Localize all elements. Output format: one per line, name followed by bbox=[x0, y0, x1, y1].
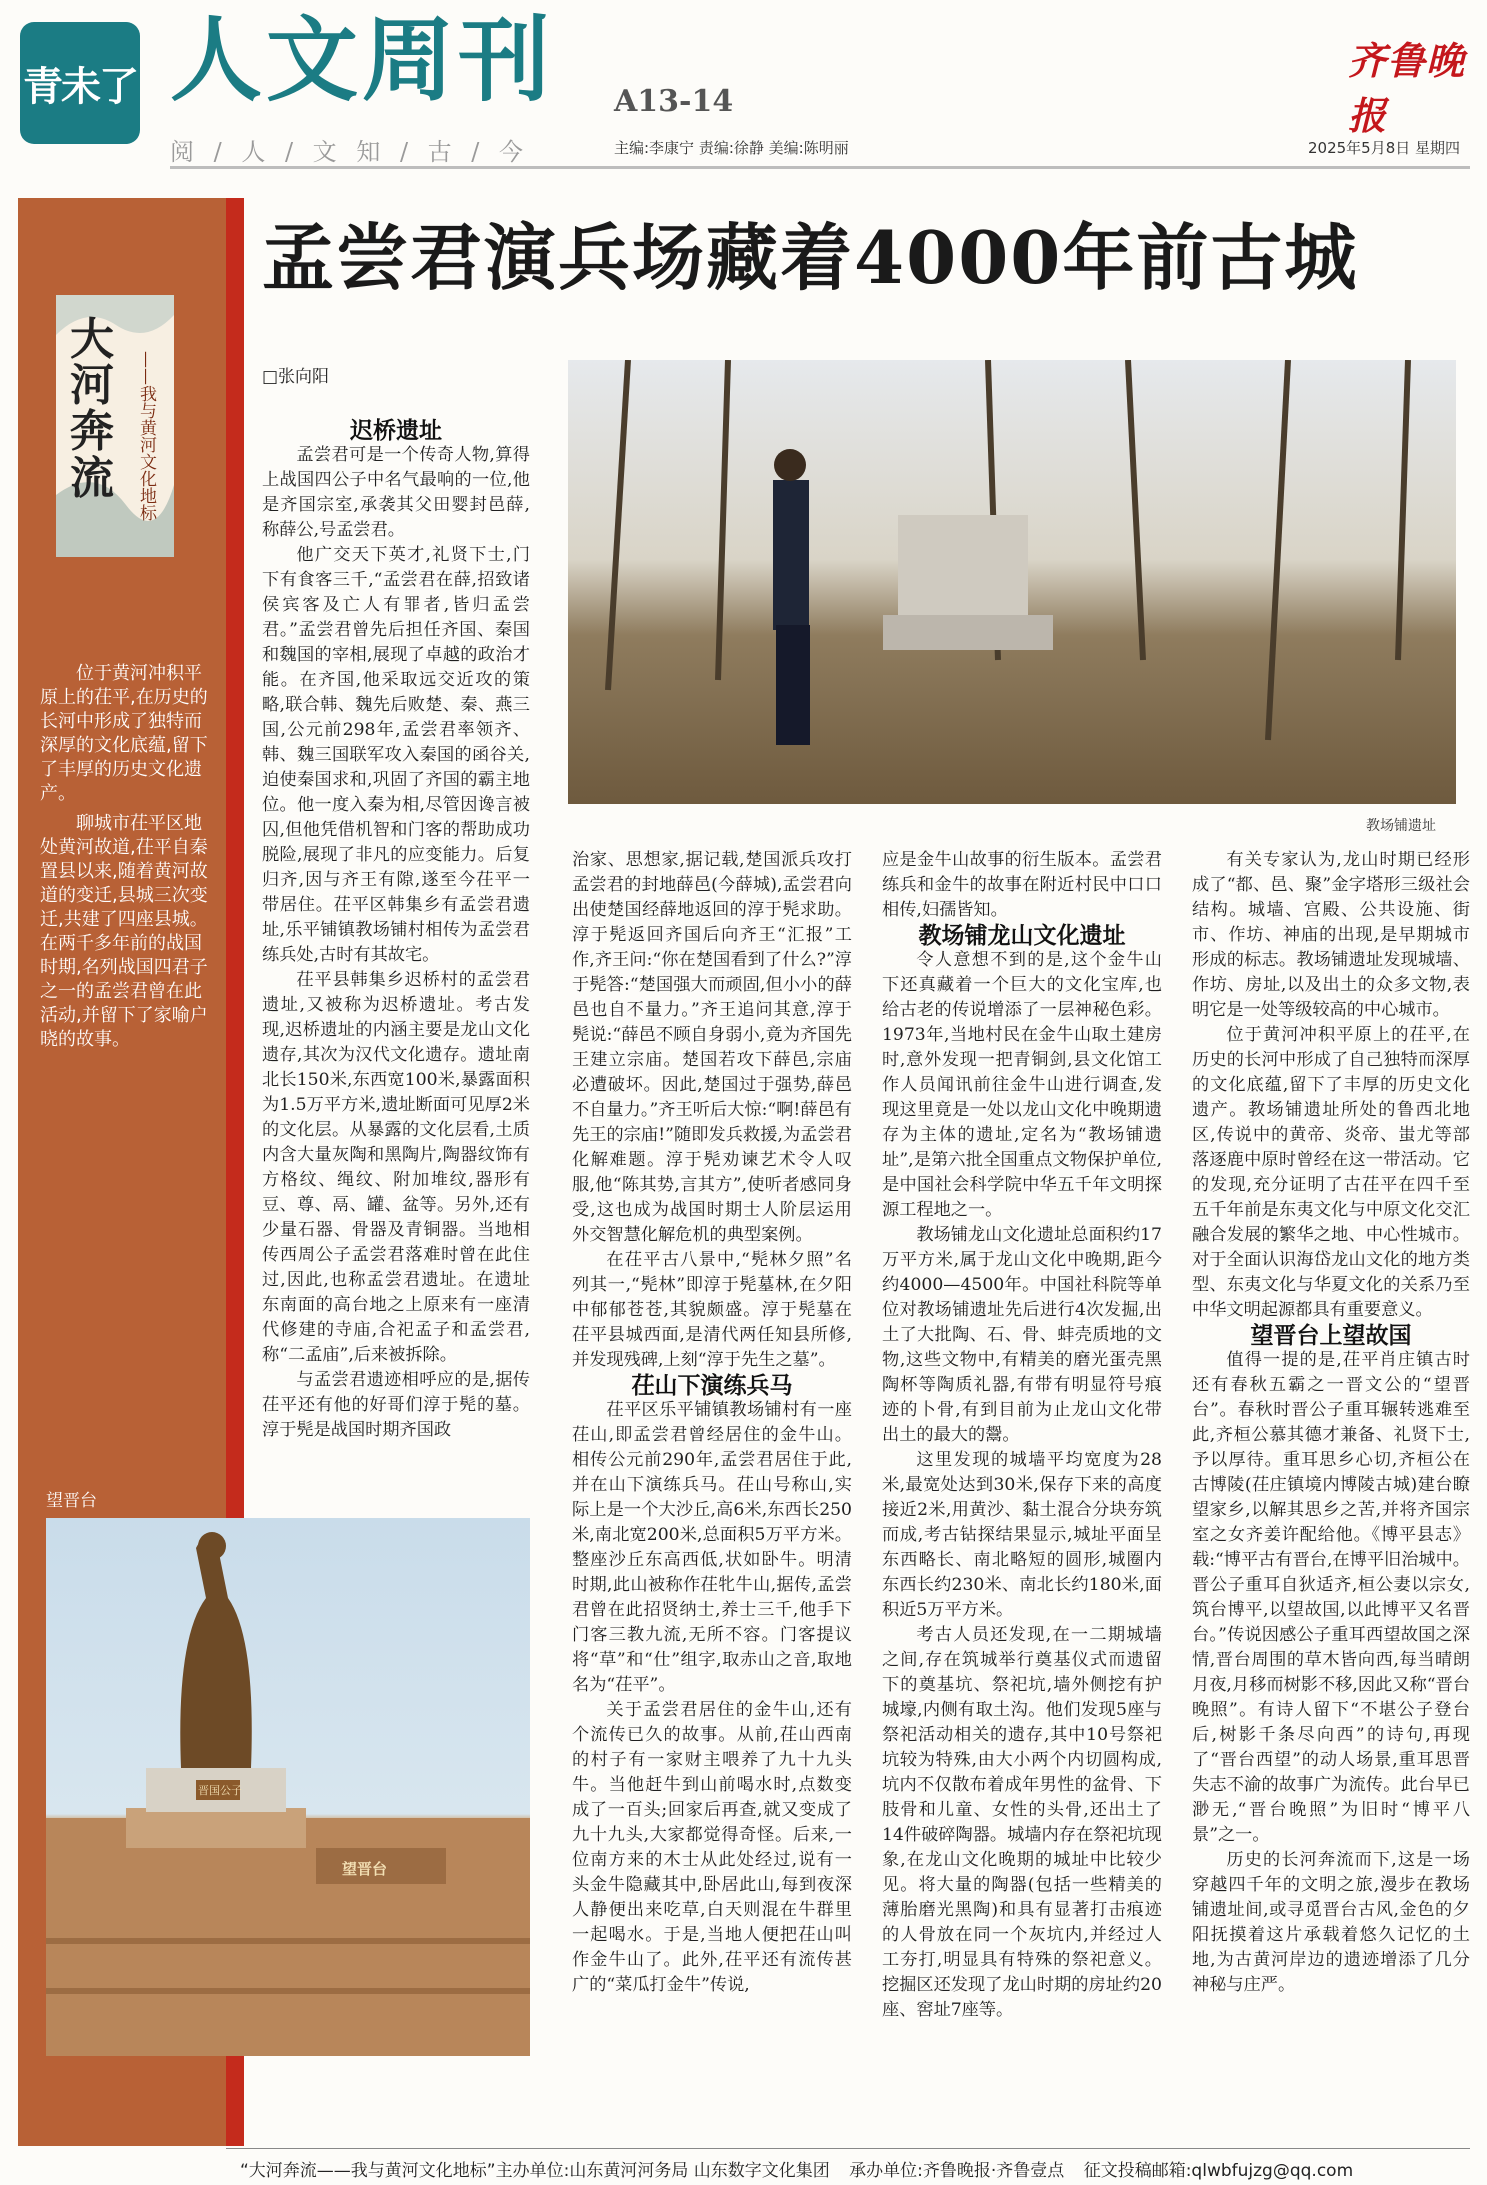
article-paragraph: 孟尝君可是一个传奇人物,算得上战国四公子中名气最响的一位,他是齐国宗室,承袭其父田婴封邑薛,称薛公,号孟尝君。 bbox=[262, 445, 530, 540]
slogan: 阅 / 人 / 文 知 / 古 / 今 bbox=[170, 138, 530, 166]
page-number: A13-14 bbox=[614, 84, 734, 119]
article-paragraph: 值得一提的是,茌平肖庄镇古时还有春秋五霸之一晋文公的“望晋台”。春秋时晋公子重耳辗转逃难至此,齐桓公慕其德才兼备、礼贤下士,予以厚待。重耳思乡心切,齐桓公在古博陵(茌庄镇境内博陵古城)建台瞭望家乡,以解其思乡之苦,并将齐国宗室之女齐姜许配给他。《博平县志》载:“博平古有晋台,在博平旧治城中。晋公子重耳自狄适齐,桓公妻以宗女,筑台博平,以望故国,以此博平又名晋台。”传说因感公子重耳西望故国之深情,晋台周围的草木皆向西,每当晴朗月夜,月移而树影不移,因此又称“晋台晚照”。有诗人留下“不堪公子登台后,树影千条尽向西”的诗句,再现了“晋台西望”的动人场景,重耳思晋失志不渝的故事广为流传。此台早已渺无,“晋台晚照”为旧时“博平八景”之一。 bbox=[1192, 1350, 1470, 1845]
article-paragraph: 这里发现的城墙平均宽度为28米,最宽处达到30米,保存下来的高度接近2米,用黄沙、黏土混合分块夯筑而成,考古钻探结果显示,城址平面呈东西略长、南北略短的圆形,城圈内东西长约230米、南北长约180米,面积近5万平方米。 bbox=[882, 1450, 1162, 1620]
article-paragraph: 治家、思想家,据记载,楚国派兵攻打孟尝君的封地薛邑(今薛城),孟尝君向出使楚国经薛地返回的淳于髡求助。淳于髡返回齐国后向齐王“汇报”工作,齐王问:“你在楚国看到了什么?”淳于髡答:“楚国强大而顽固,但小小的薛邑也自不量力。”齐王追问其意,淳于髡说:“薛邑不顾自身弱小,竟为齐国先王建立宗庙。楚国若攻下薛邑,宗庙必遭破坏。因此,楚国过于强势,薛邑不自量力。”齐王听后大惊:“啊!薛邑有先王的宗庙!”随即发兵救援,为孟尝君化解难题。淳于髡劝谏艺术令人叹服,他“陈其势,言其方”,使听者感同身受,这也成为战国时期士人阶层运用外交智慧化解危机的典型案例。 bbox=[572, 850, 852, 1245]
section-heading: 望晋台上望故国 bbox=[1250, 1322, 1412, 1349]
wangjintai-caption: 望晋台 bbox=[46, 1491, 97, 1511]
footer-divider bbox=[226, 2148, 1470, 2149]
footer-email[interactable]: 征文投稿邮箱:qlwbfujzg@qq.com bbox=[1083, 2161, 1354, 2181]
article-paragraph: 茌平区乐平铺镇教场铺村有一座茌山,即孟尝君曾经居住的金牛山。相传公元前290年,孟尝君居住于此,并在山下演练兵马。茌山号称山,实际上是一个大沙丘,高6米,东西长250米,南北宽200米,总面积5万平方米。整座沙丘东高西低,状如卧牛。明清时期,此山被称作茌牝牛山,据传,孟尝君曾在此招贤纳士,养士三千,他手下门客三教九流,无所不容。门客提议将“草”和“仕”组字,取赤山之音,取地名为“茌平”。 bbox=[572, 1400, 852, 1695]
series-badge bbox=[56, 295, 174, 557]
article-paragraph: 关于孟尝君居住的金牛山,还有个流传已久的故事。从前,茌山西南的村子有一家财主喂养了九十九头牛。当他赶牛到山前喝水时,点数变成了一百头;回家后再查,就又变成了九十九头,大家都觉得奇怪。后来,一位南方来的木士从此处经过,说有一头金牛隐藏其中,卧居此山,每到夜深人静便出来吃草,白天则混在牛群里一起喝水。于是,当地人便把茌山叫作金牛山了。此外,茌平还有流传甚广的“菜瓜打金牛”传说, bbox=[572, 1700, 852, 1995]
intro-paragraph: 位于黄河冲积平原上的茌平,在历史的长河中形成了独特而深厚的文化底蕴,留下了丰厚的历史文化遗产。 bbox=[40, 663, 208, 804]
article-paragraph: 与孟尝君遗迹相呼应的是,据传茌平还有他的好哥们淳于髡的墓。淳于髡是战国时期齐国政 bbox=[262, 1370, 530, 1440]
article-paragraph: 令人意想不到的是,这个金牛山下还真藏着一个巨大的文化宝库,也给古老的传说增添了一层神秘色彩。1973年,当地村民在金牛山取土建房时,意外发现一把青铜剑,县文化馆工作人员闻讯前往金牛山进行调查,发现这里竟是一处以龙山文化中晚期遗存为主体的遗址,定名为“教场铺遗址”,是第六批全国重点文物保护单位,是中国社会科学院中华五千年文明探源工程地之一。 bbox=[882, 950, 1162, 1220]
article-paragraph: 应是金牛山故事的衍生版本。孟尝君练兵和金牛的故事在附近村民中口口相传,妇孺皆知。 bbox=[882, 850, 1162, 920]
article-paragraph: 茌平县韩集乡迟桥村的孟尝君遗址,又被称为迟桥遗址。考古发现,迟桥遗址的内涵主要是龙山文化遗存,其次为汉代文化遗存。遗址南北长150米,东西宽100米,暴露面积为1.5万平方米,遗址断面可见厚2米的文化层。从暴露的文化层看,土质内含大量灰陶和黑陶片,陶器纹饰有方格纹、绳纹、附加堆纹,器形有豆、尊、鬲、罐、盆等。另外,还有少量石器、骨器及青铜器。当地相传西周公子孟尝君落难时曾在此住过,因此,也称孟尝君遗址。在遗址东南面的高台地之上原来有一座清代修建的寺庙,合祀孟子和孟尝君,称“二孟庙”,后来被拆除。 bbox=[262, 970, 530, 1365]
intro-paragraph: 聊城市茌平区地处黄河故道,茌平自秦置县以来,随着黄河故道的变迁,县城三次变迁,共建了四座县城。在两千多年前的战国时期,名列战国四君子之一的孟尝君曾在此活动,并留下了家喻户晓的故事。 bbox=[40, 813, 208, 1050]
site-photo-caption: 教场铺遗址 bbox=[1366, 818, 1436, 834]
article-column-4 bbox=[1192, 848, 1470, 1998]
article-paragraph: 他广交天下英才,礼贤下士,门下有食客三千,“孟尝君在薛,招致诸侯宾客及亡人有罪者,皆归孟尝君。”孟尝君曾先后担任齐国、秦国和魏国的宰相,展现了卓越的政治才能。在齐国,他采取远交近攻的策略,联合韩、魏先后败楚、秦、燕三国,公元前298年,孟尝君率领齐、韩、魏三国联军攻入秦国的函谷关,迫使秦国求和,巩固了齐国的霸主地位。他一度入秦为相,尽管因谗言被囚,但他凭借机智和门客的帮助成功脱险,展现了非凡的应变能力。后复归齐,因与齐王有隙,遂至今茌平一带居住。茌平区韩集乡有孟尝君遗址,乐平铺镇教场铺村相传为孟尝君练兵处,古时有其故宅。 bbox=[262, 545, 530, 965]
gate-plaque: 望晋台 bbox=[342, 1860, 388, 1878]
statue-plaque: 晋国公子 bbox=[198, 1784, 242, 1797]
series-subtitle: ——我与黄河文化地标 bbox=[136, 351, 156, 521]
editor-credits: 主编:李康宁 责编:徐静 美编:陈明丽 bbox=[614, 139, 849, 157]
footer-organizer: 承办单位:齐鲁晚报·齐鲁壹点 bbox=[849, 2161, 1065, 2181]
sidebar-intro bbox=[40, 662, 210, 1058]
section-heading: 教场铺龙山文化遗址 bbox=[918, 922, 1126, 949]
article-paragraph: 有关专家认为,龙山时期已经形成了“都、邑、聚”金字塔形三级社会结构。城墙、宫殿、公共设施、街市、作坊、神庙的出现,是早期城市形成的标志。教场铺遗址发现城墙、作坊、房址,以及出土的众多文物,表明它是一处等级较高的中心城市。 bbox=[1192, 850, 1470, 1020]
masthead-title: 人文周刊 bbox=[170, 6, 555, 114]
article-paragraph: 位于黄河冲积平原上的茌平,在历史的长河中形成了自己独特而深厚的文化底蕴,留下了丰厚的历史文化遗产。教场铺遗址所处的鲁西北地区,传说中的黄帝、炎帝、蚩尤等部落逐鹿中原时曾经在这一带活动。它的发现,充分证明了古茌平在四千至五千年前是东夷文化与中原文化交汇融合发展的繁华之地、中心性城市。对于全面认识海岱龙山文化的地方类型、东夷文化与华夏文化的关系乃至中华文明起源都具有重要意义。 bbox=[1192, 1025, 1470, 1320]
issue-date: 2025年5月8日 星期四 bbox=[1308, 139, 1461, 157]
article-paragraph: 考古人员还发现,在一二期城墙之间,存在筑城举行奠基仪式而遗留下的奠基坑、祭祀坑,墙外侧挖有护城壕,内侧有取土沟。他们发现5座与祭祀活动相关的遗存,其中10号祭祀坑较为特殊,由大小两个内切圆构成,坑内不仅散布着成年男性的盆骨、下肢骨和儿童、女性的头骨,还出土了14件破碎陶器。城墙内存在祭祀坑现象,在龙山文化晚期的城址中比较少见。将大量的陶器(包括一些精美的薄胎磨光黑陶)和具有显著打击痕迹的人骨放在同一个灰坑内,并经过人工夯打,明显具有特殊的祭祀意义。挖掘区还发现了龙山时期的房址约20座、窖址7座等。 bbox=[882, 1625, 1162, 2020]
article-paragraph: 教场铺龙山文化遗址总面积约17万平方米,属于龙山文化中晚期,距今约4000—4500年。中国社科院等单位对教场铺遗址先后进行4次发掘,出土了大批陶、石、骨、蚌壳质地的文物,这些文物中,有精美的磨光蛋壳黑陶杯等陶质礼器,有带有明显符号痕迹的卜骨,有到目前为止龙山文化带出土的最大的鬶。 bbox=[882, 1225, 1162, 1445]
wangjintai-photo bbox=[46, 1518, 530, 2056]
header-divider bbox=[170, 166, 1470, 169]
article-paragraph: 在茌平古八景中,“髡林夕照”名列其一,“髡林”即淳于髡墓林,在夕阳中郁郁苍苍,其貌颇盛。淳于髡墓在茌平县城西面,是清代两任知县所修,并发现残碑,上刻“淳于先生之墓”。 bbox=[572, 1250, 852, 1370]
site-photo bbox=[568, 360, 1456, 804]
article-author: □张向阳 bbox=[262, 367, 330, 387]
article-headline: 孟尝君演兵场藏着4000年前古城 bbox=[262, 215, 1359, 300]
article-paragraph: 历史的长河奔流而下,这是一场穿越四千年的文明之旅,漫步在教场铺遗址间,或寻觅晋台古风,金色的夕阳抚摸着这片承载着悠久记忆的土地,为古黄河岸边的遗迹增添了几分神秘与庄严。 bbox=[1192, 1850, 1470, 1995]
qingweiliao-logo: 青未了 bbox=[20, 22, 140, 144]
article-column-2 bbox=[572, 848, 852, 1998]
section-heading: 迟桥遗址 bbox=[350, 417, 442, 444]
excavation-site-illustration bbox=[568, 360, 1456, 804]
footer-sponsor: “大河奔流——我与黄河文化地标”主办单位:山东黄河河务局 山东数字文化集团 bbox=[240, 2161, 830, 2181]
brand-logo: 齐鲁晚报 bbox=[1348, 38, 1466, 138]
article-column-1 bbox=[262, 418, 530, 1443]
article-column-3 bbox=[882, 848, 1162, 2023]
series-title: 大河奔流 bbox=[70, 314, 114, 504]
statue-illustration bbox=[46, 1518, 530, 2056]
footer-bar bbox=[240, 2156, 1470, 2181]
section-heading: 茌山下演练兵马 bbox=[631, 1372, 793, 1399]
